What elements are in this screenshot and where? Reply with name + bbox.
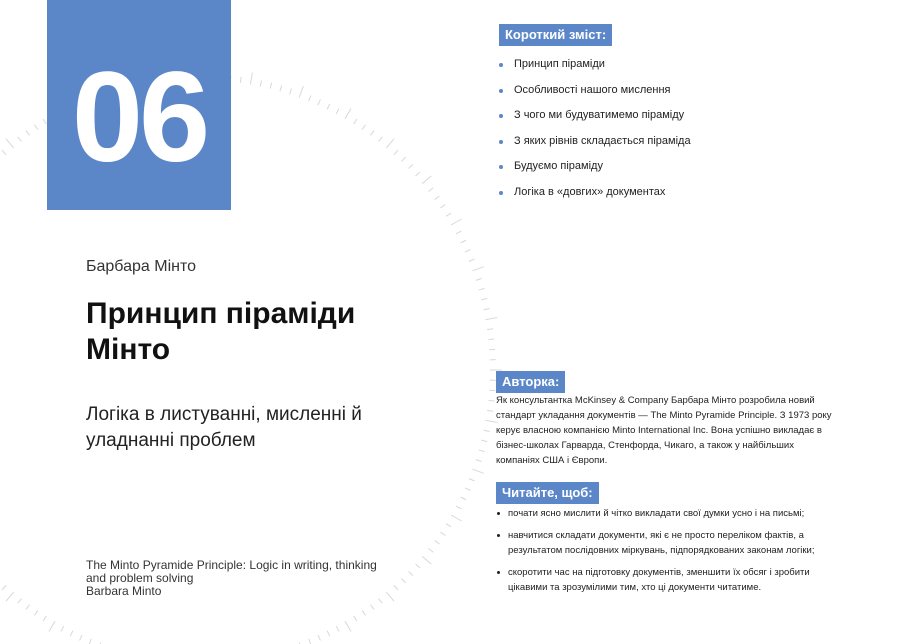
book-subtitle: Логіка в листуванні, мисленні й уладнанні проблем bbox=[86, 404, 362, 451]
dial-tick bbox=[250, 73, 252, 85]
dial-tick bbox=[379, 137, 383, 142]
dial-tick bbox=[401, 579, 405, 583]
dial-tick bbox=[409, 571, 413, 575]
dial-tick bbox=[451, 515, 461, 521]
dial-tick bbox=[394, 150, 398, 154]
summary-item: З чого ми будуватимемо піраміду bbox=[499, 103, 691, 129]
dial-tick bbox=[487, 329, 493, 330]
dial-tick bbox=[446, 213, 451, 216]
dial-tick bbox=[354, 119, 357, 124]
dial-tick bbox=[435, 540, 440, 544]
dial-tick bbox=[481, 440, 487, 441]
dial-tick bbox=[422, 556, 431, 564]
dial-tick bbox=[487, 410, 493, 411]
dial-tick bbox=[43, 119, 46, 124]
dial-tick bbox=[309, 96, 311, 102]
dial-tick bbox=[486, 318, 498, 320]
dial-tick bbox=[290, 88, 292, 94]
dial-tick bbox=[336, 626, 339, 631]
dial-tick bbox=[2, 586, 6, 590]
dial-tick bbox=[327, 631, 330, 636]
dial-tick bbox=[70, 631, 73, 636]
book-author: Барбара Мінто bbox=[86, 258, 196, 275]
dial-tick bbox=[461, 240, 466, 243]
dial-tick bbox=[488, 400, 494, 401]
dial-tick bbox=[409, 164, 413, 168]
dial-tick bbox=[2, 150, 6, 154]
dial-tick bbox=[362, 125, 365, 130]
dial-tick bbox=[386, 139, 394, 148]
dial-tick bbox=[345, 108, 351, 118]
dial-tick bbox=[370, 131, 374, 136]
original-title-block bbox=[86, 559, 386, 598]
chapter-number-block bbox=[47, 0, 231, 210]
summary-item: Особливості нашого мислення bbox=[499, 78, 691, 104]
dial-tick bbox=[446, 524, 451, 527]
summary-item: З яких рівнів складається піраміда bbox=[499, 129, 691, 155]
dial-tick bbox=[299, 86, 303, 97]
dial-tick bbox=[370, 605, 374, 610]
dial-tick bbox=[401, 157, 405, 161]
dial-tick bbox=[479, 450, 485, 452]
dial-tick bbox=[476, 279, 482, 281]
dial-tick bbox=[336, 109, 339, 114]
dial-tick bbox=[354, 616, 357, 621]
dial-tick bbox=[476, 460, 482, 462]
dial-tick bbox=[451, 219, 461, 225]
dial-tick bbox=[18, 137, 22, 142]
summary-item: Логіка в «довгих» документах bbox=[499, 180, 691, 206]
dial-tick bbox=[484, 430, 490, 431]
dial-tick bbox=[465, 250, 470, 252]
dial-tick bbox=[61, 626, 64, 631]
book-title: Принцип піраміди Мінто bbox=[86, 297, 356, 366]
dial-tick bbox=[327, 104, 330, 109]
read-section-label: Читайте, щоб: bbox=[496, 482, 599, 504]
summary-item: Будуємо піраміду bbox=[499, 154, 691, 180]
dial-tick bbox=[18, 599, 22, 604]
chapter-number: 06 bbox=[71, 46, 207, 189]
dial-tick bbox=[280, 85, 282, 91]
dial-tick bbox=[440, 532, 445, 535]
dial-tick bbox=[318, 635, 320, 640]
dial-tick bbox=[318, 100, 320, 105]
dial-tick bbox=[270, 83, 271, 89]
summary-label: Короткий зміст: bbox=[499, 24, 612, 46]
dial-tick bbox=[240, 77, 241, 83]
dial-tick bbox=[34, 125, 37, 130]
dial-tick bbox=[416, 172, 420, 176]
dial-tick bbox=[435, 196, 440, 200]
dial-tick bbox=[481, 298, 487, 299]
dial-tick bbox=[345, 621, 351, 631]
original-author: Barbara Minto bbox=[86, 584, 162, 598]
dial-tick bbox=[465, 488, 470, 490]
dial-tick bbox=[456, 506, 461, 509]
dial-tick bbox=[473, 469, 484, 473]
dial-tick bbox=[89, 639, 91, 644]
dial-tick bbox=[461, 497, 466, 500]
read-reasons-list bbox=[496, 506, 836, 602]
dial-tick bbox=[479, 288, 485, 290]
dial-tick bbox=[309, 639, 311, 644]
dial-tick bbox=[456, 231, 461, 234]
summary-list bbox=[499, 52, 691, 206]
dial-tick bbox=[473, 267, 484, 271]
dial-tick bbox=[416, 564, 420, 568]
dial-tick bbox=[362, 610, 365, 615]
dial-tick bbox=[80, 635, 82, 640]
original-title: The Minto Pyramide Principle: Logic in writing, thinking and problem solving bbox=[86, 558, 377, 585]
dial-tick bbox=[429, 549, 434, 553]
dial-tick bbox=[34, 610, 37, 615]
author-section-label: Авторка: bbox=[496, 371, 565, 393]
dial-tick bbox=[6, 592, 14, 601]
read-reason-item: скоротити час на підготовку документів, зменшити їх обсяг і зробити цікавими та зрозумілими тим, хто ці документи читатиме. bbox=[496, 565, 836, 595]
dial-tick bbox=[386, 592, 394, 601]
dial-tick bbox=[26, 605, 30, 610]
dial-tick bbox=[260, 80, 261, 86]
read-reason-item: навчитися складати документи, які є не просто переліком фактів, а результатом послідовних міркувань, підпорядкованих законам логіки; bbox=[496, 528, 836, 558]
dial-tick bbox=[469, 479, 475, 481]
dial-tick bbox=[469, 259, 475, 261]
dial-tick bbox=[26, 131, 30, 136]
dial-tick bbox=[429, 188, 434, 192]
dial-tick bbox=[43, 616, 46, 621]
dial-tick bbox=[422, 176, 431, 184]
summary-item: Принцип піраміди bbox=[499, 52, 691, 78]
dial-tick bbox=[440, 204, 445, 207]
dial-tick bbox=[379, 599, 383, 604]
author-description: Як консультантка McKinsey & Company Барбара Мінто розробила новий стандарт укладання документів — The Minto Pyramide Principle. З 1973 року керує власною компанією Minto International Inc. Вона успішно викладає в бізнес-школах Гарварда, Стенфорда, Чикаго, а також у найбільших компаніях США і Європи. bbox=[496, 395, 832, 466]
dial-tick bbox=[394, 586, 398, 590]
read-reason-item: почати ясно мислити й чітко викладати свої думки усно і на письмі; bbox=[496, 506, 836, 521]
dial-tick bbox=[488, 339, 494, 340]
dial-tick bbox=[6, 139, 14, 148]
dial-tick bbox=[484, 308, 490, 309]
dial-tick bbox=[49, 621, 55, 631]
